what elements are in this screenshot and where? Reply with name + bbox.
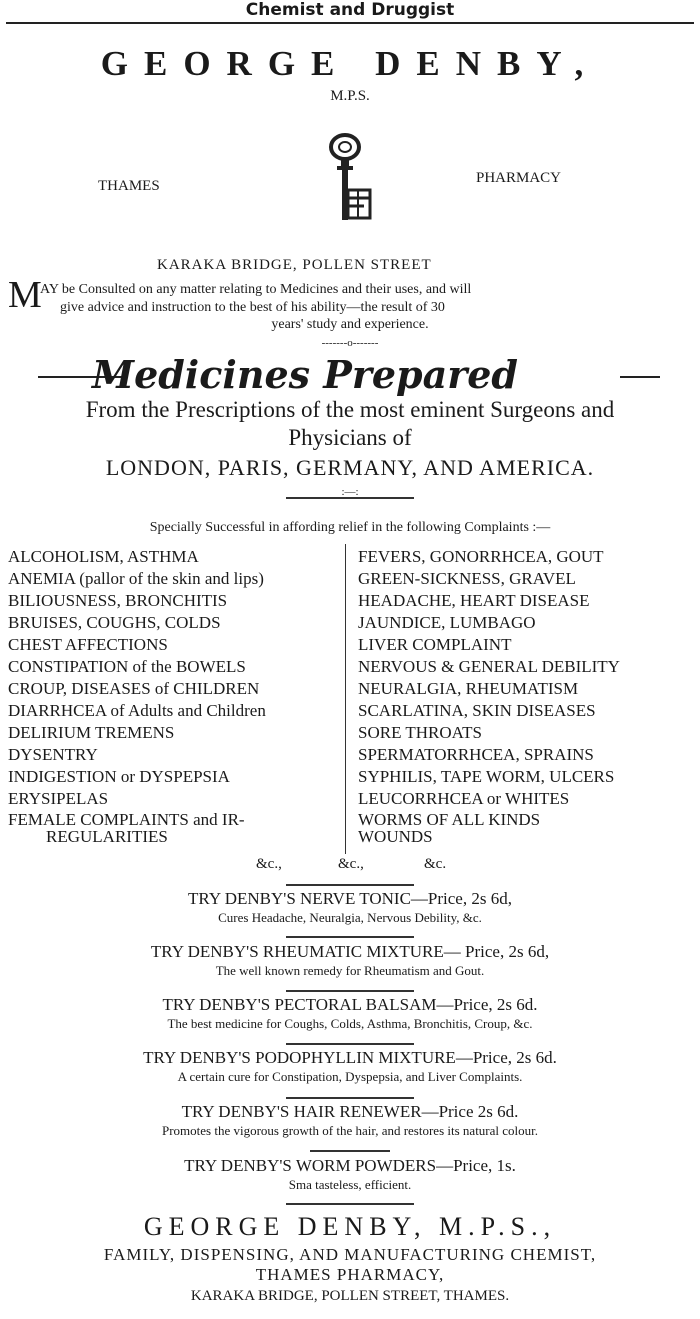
footer-line-2: THAMES PHARMACY, bbox=[255, 1265, 445, 1284]
column-divider bbox=[345, 544, 346, 854]
subtitle-line-2: Physicians of bbox=[288, 425, 412, 450]
complaint-item: INDIGESTION or DYSPEPSIA bbox=[8, 767, 230, 786]
headline-dash-right bbox=[620, 376, 660, 378]
intro-line-3: years' study and experience. bbox=[271, 317, 429, 332]
complaint-item: REGULARITIES bbox=[46, 827, 168, 846]
footer-name: GEORGE DENBY, M.P.S., bbox=[143, 1212, 557, 1241]
complaint-item: CROUP, DISEASES of CHILDREN bbox=[8, 679, 260, 698]
product-separator bbox=[286, 990, 414, 992]
complaint-item: CONSTIPATION of the BOWELS bbox=[8, 657, 246, 676]
complaint-item: SYPHILIS, TAPE WORM, ULCERS bbox=[358, 767, 615, 786]
product-separator bbox=[310, 1150, 390, 1152]
pharmacy-caption: PHARMACY bbox=[476, 170, 562, 186]
complaint-item: FEVERS, GONORRHCEA, GOUT bbox=[358, 547, 604, 566]
product-description: A certain cure for Constipation, Dyspepsia, and Liver Complaints. bbox=[177, 1069, 523, 1084]
complaint-item: FEMALE COMPLAINTS and IR- bbox=[8, 810, 245, 829]
product-title: TRY DENBY'S WORM POWDERS—Price, 1s. bbox=[184, 1156, 516, 1175]
address: KARAKA BRIDGE, POLLEN STREET bbox=[157, 257, 432, 273]
product-description: The well known remedy for Rheumatism and Gout. bbox=[215, 963, 485, 978]
product-description: Cures Headache, Neuralgia, Nervous Debility, &c. bbox=[218, 910, 482, 925]
complaint-item: GREEN-SICKNESS, GRAVEL bbox=[358, 569, 576, 588]
complaint-item: ERYSIPELAS bbox=[8, 789, 109, 808]
product-title: TRY DENBY'S PECTORAL BALSAM—Price, 2s 6d. bbox=[162, 995, 538, 1014]
complaint-item: WORMS OF ALL KINDS bbox=[358, 810, 541, 829]
headline: Medicines Prepared bbox=[92, 352, 518, 397]
etc-1: &c., bbox=[256, 856, 282, 872]
product-description: Promotes the vigorous growth of the hair, and restores its natural colour. bbox=[161, 1123, 539, 1138]
product-title: TRY DENBY'S PODOPHYLLIN MIXTURE—Price, 2s 6d. bbox=[143, 1048, 557, 1067]
etc-2: &c., bbox=[338, 856, 364, 872]
complaint-item: NEURALGIA, RHEUMATISM bbox=[358, 679, 579, 698]
complaint-item: CHEST AFFECTIONS bbox=[8, 635, 168, 654]
section-header: Chemist and Druggist bbox=[245, 0, 455, 20]
etc-3: &c. bbox=[424, 856, 447, 872]
product-description: Sma tasteless, efficient. bbox=[288, 1177, 412, 1192]
subtitle-line-1: From the Prescriptions of the most eminent Surgeons and bbox=[85, 397, 615, 422]
key-icon bbox=[318, 130, 378, 230]
footer-separator bbox=[286, 1203, 414, 1205]
product-separator bbox=[286, 936, 414, 938]
complaint-item: SCARLATINA, SKIN DISEASES bbox=[358, 701, 596, 720]
product-title: TRY DENBY'S RHEUMATIC MIXTURE— Price, 2s 6d, bbox=[150, 942, 550, 961]
thames-caption: THAMES bbox=[98, 178, 160, 194]
complaints-left-column bbox=[8, 546, 266, 844]
complaint-item: SPERMATORRHCEA, SPRAINS bbox=[358, 745, 594, 764]
product-separator bbox=[286, 1043, 414, 1045]
complaint-item: HEADACHE, HEART DISEASE bbox=[358, 591, 590, 610]
divider-1: -------o------- bbox=[321, 337, 379, 349]
footer-line-3: KARAKA BRIDGE, POLLEN STREET, THAMES. bbox=[190, 1288, 510, 1304]
complaint-item: WOUNDS bbox=[358, 827, 433, 846]
complaint-item: BILIOUSNESS, BRONCHITIS bbox=[8, 591, 228, 610]
complaint-item: DIARRHCEA of Adults and Children bbox=[8, 701, 266, 720]
drop-cap: M bbox=[8, 274, 42, 316]
complaints-right-column bbox=[358, 546, 620, 844]
product-separator bbox=[286, 1097, 414, 1099]
product-title: TRY DENBY'S HAIR RENEWER—Price 2s 6d. bbox=[181, 1102, 519, 1121]
complaints-intro: Specially Successful in affording relief in the following Complaints :— bbox=[149, 520, 551, 535]
complaint-item: LIVER COMPLAINT bbox=[358, 635, 512, 654]
complaint-item: ALCOHOLISM, ASTHMA bbox=[8, 547, 199, 566]
product-separator bbox=[286, 884, 414, 886]
complaint-item: LEUCORRHCEA or WHITES bbox=[358, 789, 570, 808]
complaint-item: DYSENTRY bbox=[8, 745, 98, 764]
complaint-item: NERVOUS & GENERAL DEBILITY bbox=[358, 657, 620, 676]
business-name: GEORGE DENBY, bbox=[100, 44, 600, 83]
complaint-item: DELIRIUM TREMENS bbox=[8, 723, 175, 742]
cities: LONDON, PARIS, GERMANY, AND AMERICA. bbox=[105, 455, 595, 480]
divider-2: :—: bbox=[341, 486, 359, 498]
product-title: TRY DENBY'S NERVE TONIC—Price, 2s 6d, bbox=[188, 889, 512, 908]
header-rule bbox=[6, 22, 694, 24]
complaint-item: BRUISES, COUGHS, COLDS bbox=[8, 613, 221, 632]
intro-line-1: AY be Consulted on any matter relating to Medicines and their uses, and will bbox=[40, 282, 472, 297]
intro-line-2: give advice and instruction to the best of his ability—the result of 30 bbox=[60, 300, 445, 315]
complaint-item: SORE THROATS bbox=[358, 723, 482, 742]
product-description: The best medicine for Coughs, Colds, Asthma, Bronchitis, Croup, &c. bbox=[167, 1016, 533, 1031]
credential: M.P.S. bbox=[330, 88, 370, 104]
complaint-item: ANEMIA (pallor of the skin and lips) bbox=[8, 569, 264, 588]
footer-line-1: FAMILY, DISPENSING, AND MANUFACTURING CHEMIST, bbox=[103, 1245, 597, 1264]
complaint-item: JAUNDICE, LUMBAGO bbox=[358, 613, 536, 632]
